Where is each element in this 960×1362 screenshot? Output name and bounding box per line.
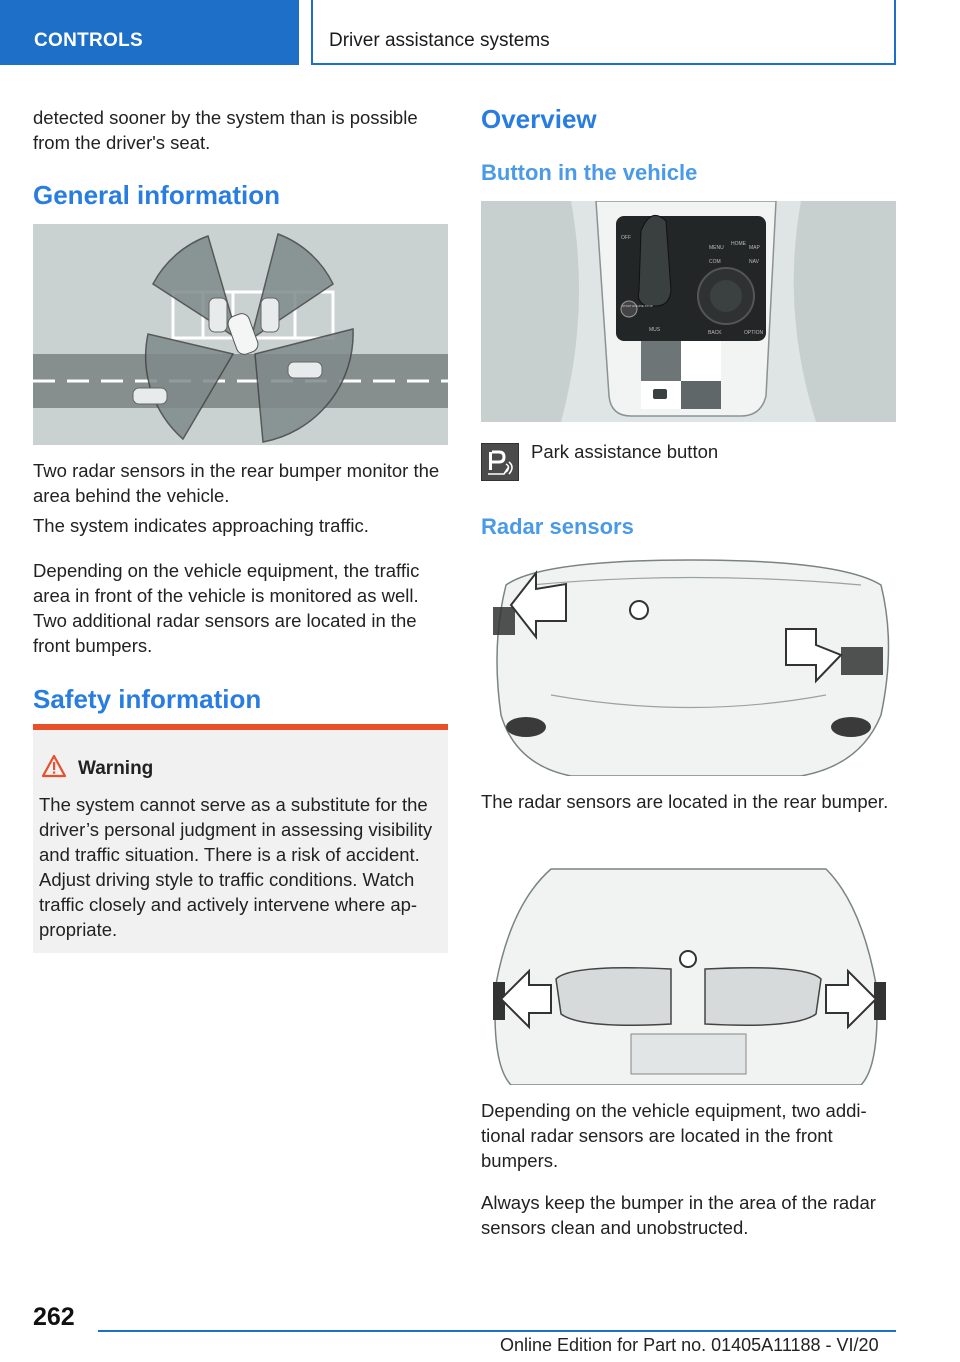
chapter-title: Driver assistance systems xyxy=(329,30,550,51)
keep-clean-paragraph: Always keep the bumper in the area of the radar sensors clean and unobstructed. xyxy=(481,1192,876,1238)
page-number: 262 xyxy=(33,1303,75,1331)
general-paragraph-2: The system indicates approaching traffic. xyxy=(33,515,369,536)
console-label-nav: NAV xyxy=(749,259,759,265)
overview-heading: Overview xyxy=(481,104,597,134)
chapter-tab xyxy=(311,0,896,65)
console-label-back: BACK xyxy=(708,330,722,336)
console-label-map: MAP xyxy=(749,245,760,251)
section-title: CONTROLS xyxy=(34,30,144,51)
general-information-heading: General information xyxy=(33,180,281,210)
park-assistance-icon xyxy=(481,443,519,481)
intro-paragraph: detected sooner by the system than is possible from the driver's seat. xyxy=(33,107,418,153)
footer-edition: Online Edition for Part no. 01405A11188 - VI/20 xyxy=(500,1335,879,1355)
warning-box xyxy=(33,724,448,953)
button-in-vehicle-heading: Button in the vehicle xyxy=(481,160,698,185)
safety-information-heading: Safety information xyxy=(33,684,262,714)
warning-text: The system cannot serve as a substitute for the driver’s personal judgment in assessing visibility and traffic situation. There is a risk of accident. Adjust driving style to traffic conditions. Watch traffic closely and actively intervene where ap-propriate. xyxy=(39,794,433,940)
console-label-menu: MENU xyxy=(709,245,724,251)
console-label-off: OFF xyxy=(621,235,631,241)
footer-rule xyxy=(98,1330,896,1332)
warning-triangle-icon xyxy=(41,754,67,778)
front-bumper-figure xyxy=(481,864,896,1085)
console-label-start-stop: START ENGINE STOP xyxy=(622,304,653,308)
console-label-home: HOME xyxy=(731,241,746,247)
console-label-mus: MUS xyxy=(649,327,661,333)
center-console-figure xyxy=(481,201,896,422)
general-paragraph-1: Two radar sensors in the rear bumper monitor the area behind the vehicle. xyxy=(33,460,440,506)
warning-title: Warning xyxy=(78,758,154,779)
general-paragraph-3: Depending on the vehicle equipment, the traffic area in front of the vehicle is monitored as well. Two additional radar sensors are located in the front bumpers. xyxy=(33,560,420,656)
section-tab xyxy=(0,0,299,65)
radar-sensors-heading: Radar sensors xyxy=(481,514,634,539)
console-label-option: OPTION xyxy=(744,330,764,336)
rear-caption: The radar sensors are located in the rear bumper. xyxy=(481,791,889,812)
park-assistance-label: Park assistance button xyxy=(531,441,719,462)
front-caption: Depending on the vehicle equipment, two addi-tional radar sensors are located in the front bumpers. xyxy=(481,1100,867,1171)
rear-bumper-figure xyxy=(481,555,896,776)
console-label-com: COM xyxy=(709,259,721,265)
radar-coverage-figure xyxy=(33,224,448,445)
